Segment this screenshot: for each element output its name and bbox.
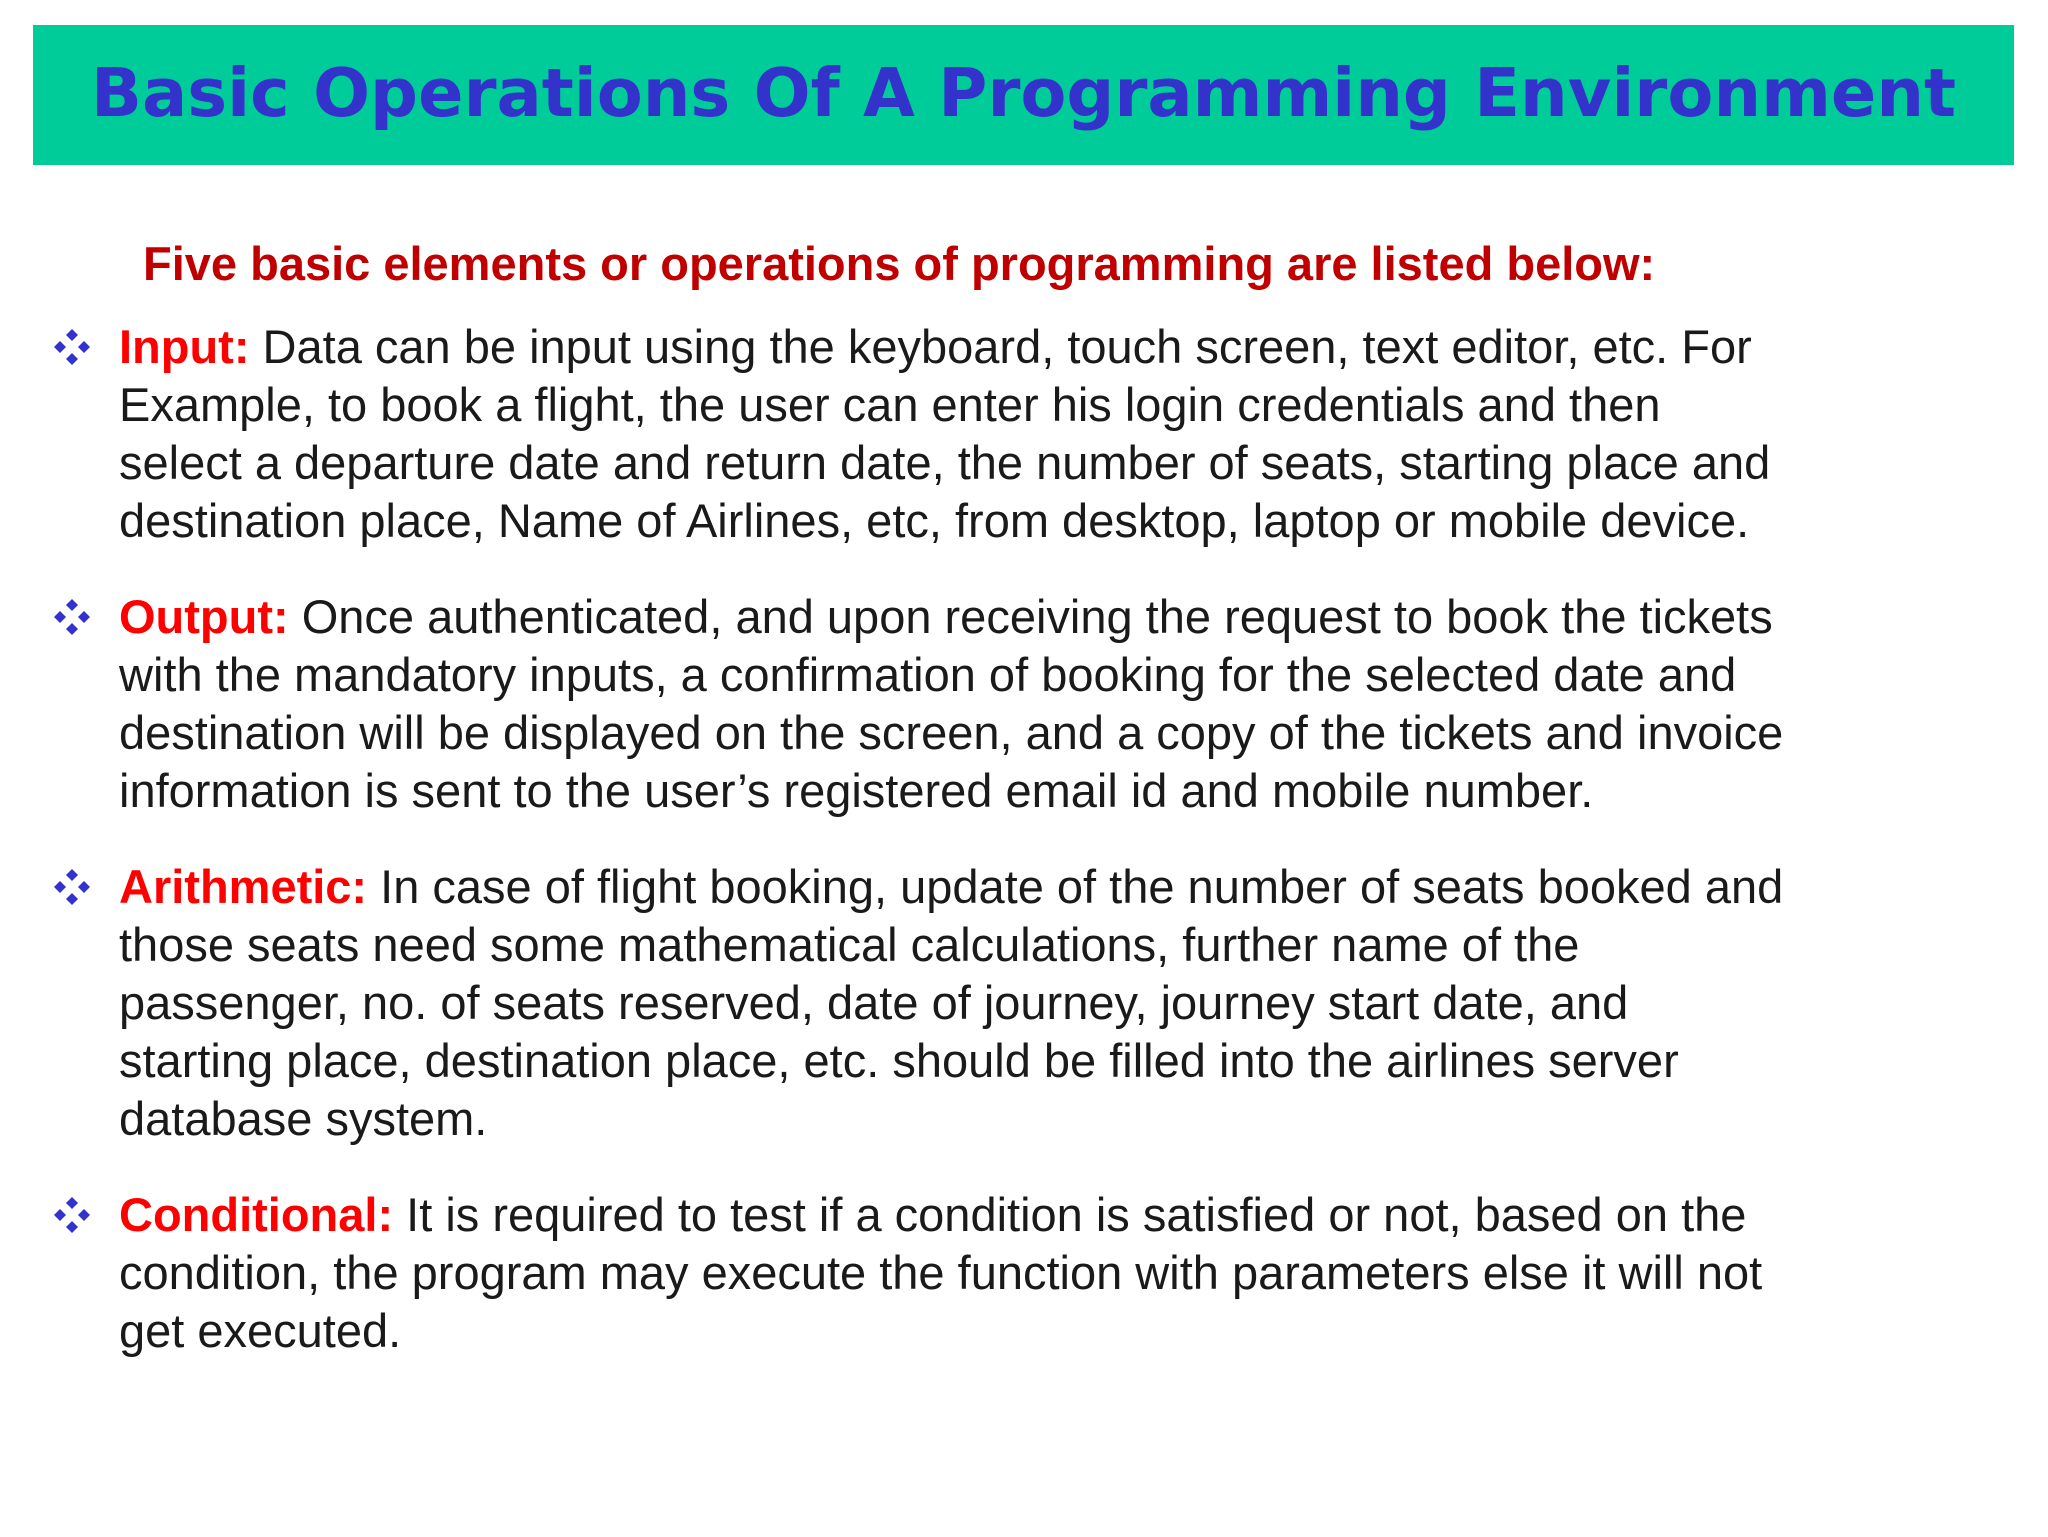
list-item-text bbox=[119, 318, 1999, 550]
list-item-input bbox=[0, 318, 2048, 550]
list-item-output bbox=[0, 588, 2048, 820]
intro-text: Five basic elements or operations of programming are listed below: bbox=[143, 237, 1656, 290]
term-label: Conditional: bbox=[119, 1188, 394, 1241]
term-label: Arithmetic: bbox=[119, 860, 368, 913]
list-item-text bbox=[119, 588, 1999, 820]
diamond-bullet-icon bbox=[53, 1196, 91, 1234]
diamond-bullet-icon bbox=[53, 868, 91, 906]
term-description: In case of flight booking, update of the number of seats booked and those seats need some mathematical calculations, further name of the passenger, no. of seats reserved, date of journey, journey start date, and starting place, destination place, etc. should be filled into the airlines server database system. bbox=[119, 860, 1784, 1145]
term-description: Once authenticated, and upon receiving the request to book the tickets with the mandatory inputs, a confirmation of booking for the selected date and destination will be displayed on the screen, and a copy of the tickets and invoice information is sent to the user’s registered email id and mobile number. bbox=[119, 590, 1784, 817]
term-description: It is required to test if a condition is satisfied or not, based on the condition, the program may execute the function with parameters else it will not get executed. bbox=[119, 1188, 1763, 1357]
term-label: Output: bbox=[119, 590, 289, 643]
diamond-bullet-icon bbox=[53, 598, 91, 636]
term-description: Data can be input using the keyboard, touch screen, text editor, etc. For Example, to book a flight, the user can enter his login credentials and then select a departure date and return date, the number of seats, starting place and destination place, Name of Airlines, etc, from desktop, laptop or mobile device. bbox=[119, 320, 1771, 547]
list-item-arithmetic bbox=[0, 858, 2048, 1148]
list-item-text bbox=[119, 1186, 1999, 1360]
diamond-bullet-icon bbox=[53, 328, 91, 366]
term-label: Input: bbox=[119, 320, 250, 373]
title-bar bbox=[33, 25, 2014, 165]
operations-list bbox=[0, 318, 2048, 1398]
list-item-text bbox=[119, 858, 1999, 1148]
list-item-conditional bbox=[0, 1186, 2048, 1360]
slide-title: Basic Operations Of A Programming Environment bbox=[90, 54, 1957, 132]
